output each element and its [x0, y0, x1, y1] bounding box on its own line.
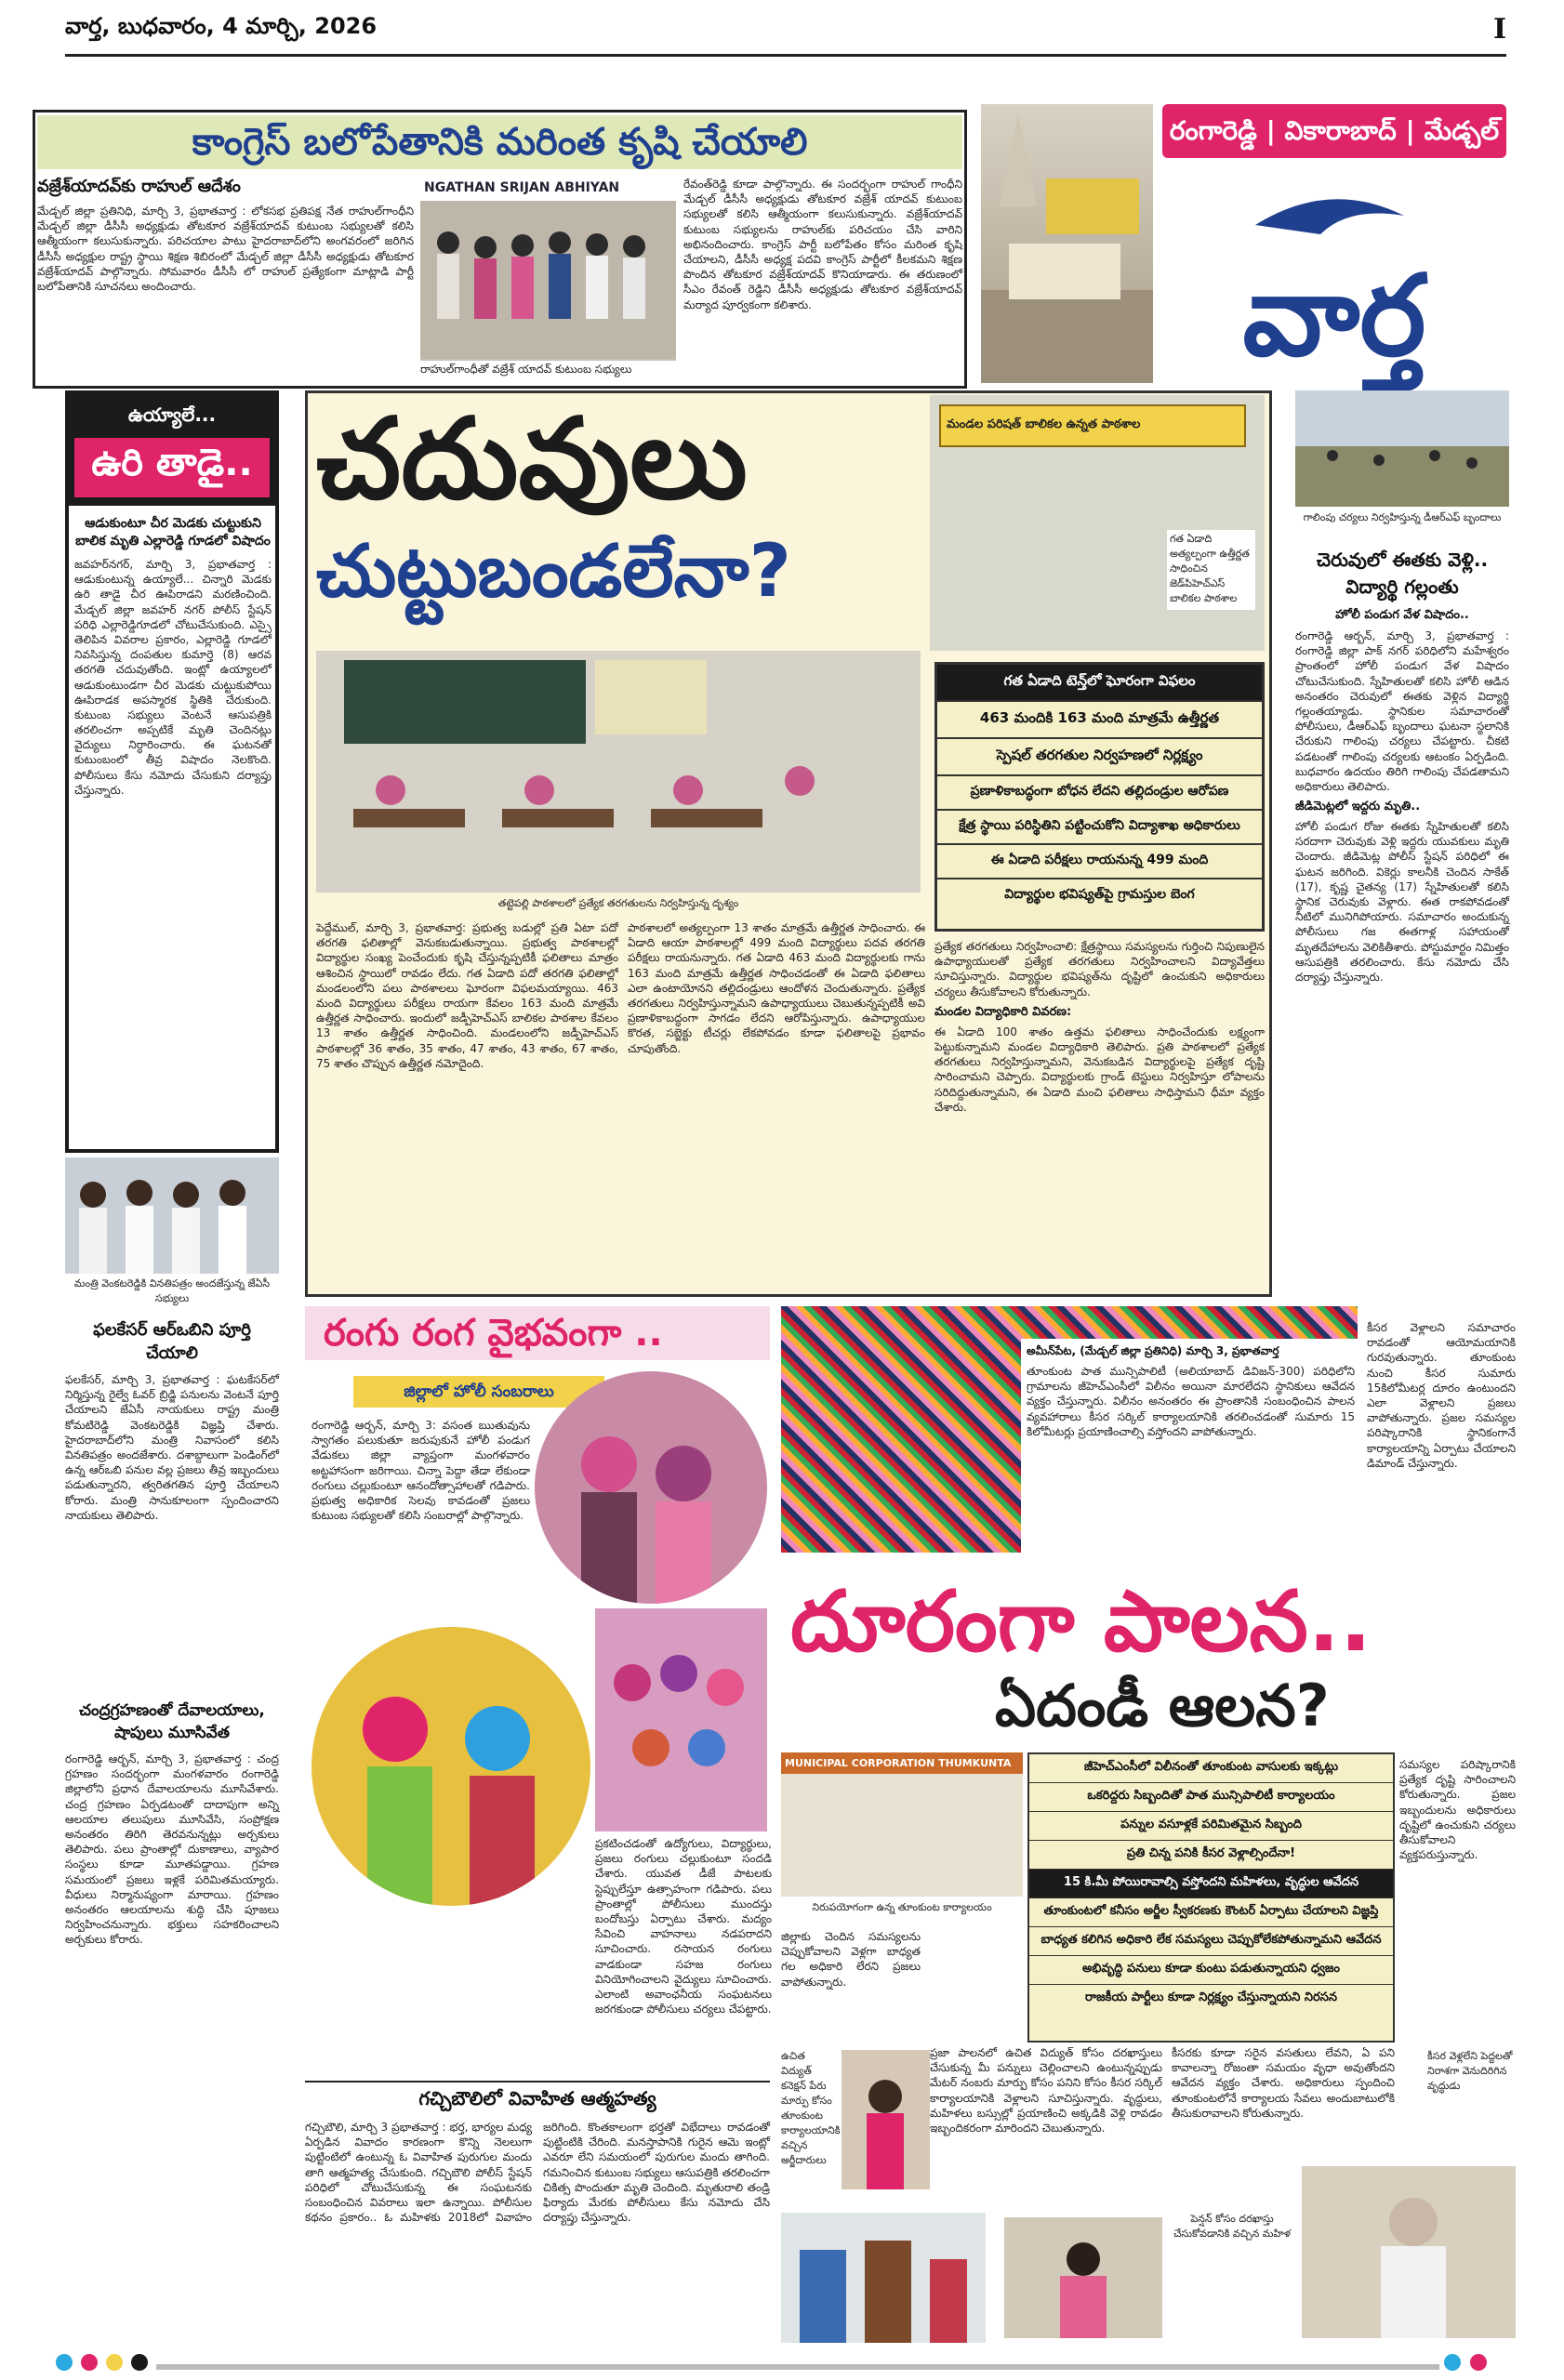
distance-body-right: కీసరకు కూడా సరైన వసతులు లేవని, ఏ పని కావాలన్నా రోజంతా సమయం వృధా అవుతోందని ఆవేదన వ్యక్తం చేశారు. అధికారులు స్పందించి తూంకుంటలోనే కార్యాలయ సేవలు అందుబాటులోకి తీసుకురావాలని కోరుతున్నారు. [1172, 2046, 1395, 2120]
right-story-subhead-2: జీడిమెట్లలో ఇద్దరు మృతి.. [1295, 800, 1421, 814]
distance-headline-2: ఏదండీ ఆలన? [995, 1672, 1330, 1739]
left-story2 [65, 1320, 279, 1523]
distance-facts-box [1027, 1752, 1395, 2043]
left-story2-body: ఫలకేసర్, మార్చి 3, ప్రభాతవార్త : ఘటకేసర్‌లో నిర్మిస్తున్న రైల్వే ఓవర్ బ్రిడ్జి పనులను వెంటనే పూర్తి చేయాలని జేఏసీ నాయకులు రాష్ట్ర మంత్రి కోమటిరెడ్డి వెంకటరెడ్డికి విజ్ఞప్తి చేశారు. హైదరాబాద్‌లోని మంత్రి నివాసంలో కలిసి వినతిపత్రం అందజేశారు. దశాబ్దాలుగా పెండింగ్‌లో ఉన్న ఆర్‌ఒబి పనుల వల్ల ప్రజలు తీవ్ర ఇబ్బందులు పడుతున్నారని, త్వరితగతిన పూర్తి చేయాలని కోరారు. మంత్రి సానుకూలంగా స్పందించారని నాయకులు తెలిపారు. [65, 1373, 279, 1522]
right-story-headline: చెరువులో ఈతకు వెళ్లి.. విద్యార్థి గల్లంతు [1316, 549, 1489, 598]
fact-item: 15 కి.మీ పోయిరావాల్సి వస్తోందని మహిళలు, వృద్ధుల ఆవేదన [1029, 1870, 1393, 1898]
gachibowli-body: గచ్చిబౌలి, మార్చి 3 ప్రభాతవార్త : భర్త, భార్యల మధ్య ఏర్పడిన వివాదం కారణంగా కొన్ని నెలలుగా పుట్టింటిలో ఉంటున్న ఓ వివాహిత పురుగుల మందు తాగి ఆత్మహత్య చేసుకుంది. గచ్చిబౌలి పోలీస్ స్టేషన్ పరిధిలో చోటుచేసుకున్న ఈ సంఘటనకు సంబంధించిన వివరాలు ఇలా ఉన్నాయి. పోలీసుల కథనం ప్రకారం.. ఓ మహిళకు 2018లో వివాహం జరిగింది. కొంతకాలంగా భర్తతో విభేదాలు రావడంతో పుట్టింటికి చేరింది. మనస్తాపానికి గురైన ఆమె ఇంట్లో ఎవరూ లేని సమయంలో పురుగుల మందు తాగింది. గమనించిన కుటుంబ సభ్యులు ఆసుపత్రికి తరలించగా చికిత్స పొందుతూ మృతి చెందింది. మృతురాలి తండ్రి ఫిర్యాదు మేరకు పోలీసులు కేసు నమోదు చేసి దర్యాప్తు చేస్తున్నారు. [305, 2121, 770, 2225]
distance-top-text [1021, 1339, 1360, 1557]
woman-applicant-illustration [1004, 2217, 1162, 2338]
feature-body-4: ఈ ఏడాది 100 శాతం ఉత్తమ ఫలితాలు సాధించేందుకు లక్ష్యంగా పెట్టుకున్నామని మండల విద్యాధికారి తెలిపారు. ప్రతి పాఠశాలలో ప్రత్యేక తరగతులు నిర్వహిస్తున్నామని, వెనుకబడిన విద్యార్థులపై ప్రత్యేక దృష్టి సారించామని చెప్పారు. విద్యార్థులకు గ్రాండ్ టెస్టులు నిర్వహిస్తూ లోపాలను సరిదిద్దుతున్నామని, ఈ ఏడాది మంచి ఫలితాలు సాధిస్తామని ధీమా వ్యక్తం చేశారు. [934, 1025, 1265, 1114]
minister-photo [65, 1157, 279, 1274]
holi-subhead: జిల్లాలో హోలీ సంబరాలు [404, 1382, 554, 1401]
left-story-body: జవహర్‌నగర్, మార్చి 3, ప్రభాతవార్త : ఆడుకుంటున్న ఉయ్యాలే... చిన్నారి మెడకు ఉరి తాడై చీర ఊపిరాడని మరణించింది. మేడ్చల్ జిల్లా జవహర్ నగర్ పోలీస్ స్టేషన్ పరిధి ఎల్లారెడ్డిగూడలో చోటుచేసుకుంది. ఎస్సై తెలిపిన వివరాల ప్రకారం, ఎల్లారెడ్డి గూడలో నివసిస్తున్న దంపతుల కుమార్తె (8) ఆరవ తరగతి చదువుతోంది. ఇంట్లో ఉయ్యాలలో ఆడుకుంటుండగా చీర మెడకు చుట్టుకుపోయి ఊపిరాడక అపస్మారక స్థితికి చేరుకుంది. కుటుంబ సభ్యులు వెంటనే ఆసుపత్రికి తరలించగా అప్పటికే మృతి చెందినట్లు వైద్యులు నిర్ధారించారు. ఈ ఘటనతో కుటుంబంలో తీవ్ర విషాదం నెలకొంది. పోలీసులు కేసు నమోదు చేసుకుని దర్యాప్తు చేస్తున్నారు. [74, 558, 272, 797]
page-number: I [1492, 13, 1506, 46]
fact-item: 463 మందికి 163 మంది మాత్రమే ఉత్తీర్ణత [937, 702, 1262, 739]
region-label: రంగారెడ్డి | వికారాబాద్ | మేడ్చల్ [1169, 115, 1500, 146]
fact-item: ఈ ఏడాది పరీక్షలు రాయనున్న 499 మంది [937, 845, 1262, 879]
office-queue-illustration [781, 2213, 986, 2343]
feature-body-2: పాఠశాలలో అత్యల్పంగా 13 శాతం మాత్రమే ఉత్తీర్ణత సాధించారు. ఈ ఏడాది ఆయా పాఠశాలల్లో 499 మంది విద్యార్థులు పదవ తరగతి పరీక్షలు రాయనున్నారు. గత ఏడాది 463 మంది విద్యార్థులకు గాను 163 మంది మాత్రమే ఉత్తీర్ణత సాధించడంతో ఈ ఏడాది ఫలితాలు ఎలా ఉంటాయోనని తల్లిదండ్రులు ఆందోళన చెందుతున్నారు. ప్రత్యేక తరగతులు నిర్వహిస్తున్నామని ఉపాధ్యాయులు చెబుతున్నప్పటికీ అవి ప్రణాళికాబద్ధంగా సాగడం లేదని ఆరోపిస్తున్నారు. ఉపాధ్యాయుల కొరత, సబ్జెక్టు టీచర్లు లేకపోవడం కూడా ఫలితాలపై ప్రభావం చూపుతోంది. [628, 921, 925, 1055]
classroom-illustration [316, 651, 921, 892]
fact-item: జీహెచ్‌ఎంసీలో విలీనంతో తూంకుంట వాసులకు ఇక్కట్లు [1029, 1754, 1393, 1783]
right-story-body: రంగారెడ్డి ఆర్బన్, మార్చి 3, ప్రభాతవార్త : రంగారెడ్డి జిల్లా పాక్ నగర్ పరిధిలోని మహేశ్వరం ప్రాంతంలో హోలీ పండుగ వేళ విషాదం చోటుచేసుకుంది. స్నేహితులతో కలిసి హోలీ ఆడిన అనంతరం చెరువులో ఈతకు వెళ్లిన విద్యార్థి గల్లంతయ్యాడు. స్థానికుల సమాచారంతో పోలీసులు, డీఆర్‌ఎఫ్ బృందాలు ఘటనా స్థలానికి చేరుకుని గాలింపు చర్యలు చేపట్టారు. చీకటి పడటంతో గాలింపు చర్యలకు ఆటంకం ఏర్పడింది. బుధవారం ఉదయం తిరిగి గాలింపు చేపడతామని అధికారులు తెలిపారు. [1295, 629, 1509, 793]
fact-item: స్పెషల్ తరగతుల నిర్వహణలో నిర్లక్ష్యం [937, 739, 1262, 776]
distance-headline-1: దూరంగా పాలన.. [790, 1573, 1372, 1671]
holi-body-2: ప్రకటించడంతో ఉద్యోగులు, విద్యార్థులు, ప్రజలు రంగులు చల్లుకుంటూ సందడి చేశారు. యువత డీజే పాటలకు స్టెప్పులేస్తూ ఉత్సాహంగా గడిపారు. పలు ప్రాంతాల్లో పోలీసులు ముందస్తు బందోబస్తు ఏర్పాటు చేశారు. మద్యం సేవించి వాహనాలు నడపరాదని సూచించారు. రసాయన రంగులు వాడకుండా సహజ రంగులు వినియోగించాలని వైద్యులు సూచించారు. ఎలాంటి అవాంఛనీయ సంఘటనలు జరగకుండా పోలీసులు చర్యలు చేపట్టారు. [595, 1837, 772, 2016]
feature-body-right [934, 939, 1265, 1292]
search-photo-caption: గాలింపు చర్యలు నిర్వహిస్తున్న డీఆర్‌ఎఫ్ బృందాలు [1303, 511, 1502, 523]
magenta-swatch-right [1470, 2354, 1487, 2371]
elderly-man-illustration [1302, 2166, 1516, 2338]
feature-headline-2: చుట్టుబండలేనా? [316, 530, 791, 614]
top-story-subhead: వజ్రేశ్‌యాదవ్‌కు రాహుల్ ఆదేశం [37, 177, 241, 196]
region-banner [1162, 104, 1506, 158]
footer-rule [156, 2364, 1439, 2370]
left-story-text [74, 516, 272, 1148]
distance-body-top-2: కీసర వెళ్లాలని సమాచారం రావడంతో ఆయోమయానికి గురవుతున్నారు. తూంకుంట నుంచి కీసర సుమారు 15కిలోమీటర్ల దూరం ఉంటుందని ఎలా వెళ్లాలని ప్రజలు వాపోతున్నారు. ప్రజల సమస్యల పరిష్కారానికి స్థానికంగానే కార్యాలయాన్ని ఏర్పాటు చేయాలని డిమాండ్ చేస్తున్నారు. [1367, 1321, 1516, 1470]
fact-item: క్షేత్ర స్థాయి పరిస్థితిని పట్టించుకోని విద్యాశాఖ అధికారులు [937, 811, 1262, 845]
top-story-body: మేడ్చల్ జిల్లా ప్రతినిధి, మార్చి 3, ప్రభాతవార్త : లోకసభ ప్రతిపక్ష నేత రాహుల్‌గాంధీని మేడ్చల్ జిల్లా డీసీసీ అధ్యక్షుడు తోటకూర వజ్రేశ్‌యాదవ్ కుటుంబ సభ్యులతో కలిసి ఆత్మీయంగా కలుసుకున్నారు. పరిచయాల పాటు హైదరాబాద్‌లోని అంగవరంలో జరిగిన డీసీసీ అధ్యక్షుల రాష్ట్ర స్థాయి శిక్షణ శిబిరంలో మేడ్చల్ జిల్లా డీసీసీ అధ్యక్షుడు తోటకూర వజ్రేశ్‌యాదవ్ పాల్గొన్నారు. సోమవారం డీసీసీ లో రాహుల్ ప్రత్యేకంగా మాట్లాడి పార్టీ బలోపేతానికి సూచనలు అందించారు. [37, 205, 414, 293]
people-group-illustration [65, 1157, 279, 1274]
top-story-body2: రేవంత్‌రెడ్డి కూడా పాల్గొన్నారు. ఈ సందర్భంగా రాహుల్ గాంధీని మేడ్చల్ డీసీసీ అధ్యక్షుడు తోటకూర వజ్రేశ్ యాదవ్ కుటుంబ సభ్యులతో కలిసి ఆత్మీయంగా కలుసుకున్నారు. వజ్రేశ్‌యాదవ్ కుటుంబ సభ్యులను రాహుల్‌కు పరిచయం చేసి వారిని అభినందించారు. కాంగ్రెస్ పార్టీ బలోపేతం కోసం మరింత కృషి చేయాలని, డీసీసీ అధ్యక్ష పదవి కాంగ్రెస్ పార్టీలో కీలకమని శిక్షణ పొందిన తోటకూర వజ్రేశ్‌యాదవ్ కొనియాడారు. ఈ తరుణంలో సీఎం రేవంత్ రెడ్డిని డీసీసీ అధ్యక్షుడు తోటకూర వజ్రేశ్‌యాదవ్ మర్యాద పూర్వకంగా కలిశారు. [683, 178, 962, 311]
inset-photo-3 [1004, 2217, 1162, 2338]
print-color-bar [56, 2354, 1516, 2373]
left-story-subhead: ఆడుకుంటూ చీర మెడకు చుట్టుకుని బాలిక మృతి ఎల్లారెడ్డి గూడలో విషాదం [75, 516, 271, 549]
holi-photo-2 [311, 1627, 590, 1906]
school-sign: మండల పరిషత్ బాలికల ఉన్నత పాఠశాల [939, 404, 1246, 447]
fact-item: రాజకీయ పార్టీలు కూడా నిర్లక్ష్యం చేస్తున్నాయని నిరసన [1084, 1990, 1338, 2004]
distance-body-mid: ప్రజా పాలనలో ఉచిత విద్యుత్ కోసం దరఖాస్తులు చేసుకున్న మీ పన్నులు చెల్లించాలని ఉంటున్నప్పుడు మేటర్ నంబరు మార్పు కోసం పనిని కోసం కీసర సర్కిల్ కార్యాలయానికి వెళ్లాలని సూచిస్తున్నారు. వృద్ధులు, మహిళలు బస్సుల్లో ప్రయాణించి అక్కడికి వెళ్లి రావడం ఇబ్బందికరంగా మారిందని చెబుతున్నారు. [930, 2046, 1162, 2135]
logo-block [1162, 169, 1506, 381]
masthead-logo: వార్త [1242, 252, 1426, 381]
right-story-subhead: హోలీ పండుగ వేళ విషాదం.. [1335, 608, 1469, 622]
cyan-swatch-right [1444, 2354, 1461, 2371]
top-story-photo [420, 175, 676, 361]
distance-dateline: అమీన్‌పేట, (మేడ్చల్ జిల్లా ప్రతినిధి) మార్చి 3, ప్రభాతవార్త [1027, 1344, 1279, 1357]
inset-caption-1: ఉచిత విద్యుత్ కనెక్షన్ పేరు మార్పు కోసం తూంకుంట కార్యాలయానికి వచ్చిన అర్జీదారులు [781, 2050, 841, 2166]
minister-photo-caption: మంత్రి వెంకటరెడ్డికి వినతిపత్రం అందజేస్తున్న జేఏసీ సభ్యులు [73, 1277, 271, 1304]
fact-item: బాధ్యత కలిగిన అధికారి లేక సమస్యలు చెప్పుకోలేకపోతున్నామని ఆవేదన [1029, 1927, 1393, 1956]
fact-item: ఒకరిద్దరు సిబ్బందితో పాత మున్సిపాలిటీ కార్యాలయం [1029, 1783, 1393, 1812]
group-people-illustration [420, 201, 676, 359]
top-story-headline-band [37, 115, 962, 169]
page-header [65, 13, 1506, 50]
gachibowli-rule [305, 2081, 770, 2082]
holi-body: రంగారెడ్డి ఆర్బన్, మార్చి 3: వసంత ఋతువును స్వాగతం పలుకుతూ జరుపుకునే హోలీ పండుగ వేడుకలు జిల్లా వ్యాప్తంగా మంగళవారం అట్టహాసంగా జరిగాయి. చిన్నా పెద్దా తేడా లేకుండా రంగులు చల్లుకుంటూ ఆనందోత్సాహాలతో గడిపారు. ప్రభుత్వ అధికారిక సెలవు కావడంతో ప్రజలు కుటుంబ సభ్యులతో కలిసి సంబరాల్లో పాల్గొన్నారు. [311, 1419, 530, 1523]
office-building-illustration [781, 1752, 1023, 1897]
holi-kids-illustration [311, 1627, 590, 1906]
feature-headline-1: చదువులు [316, 395, 748, 524]
magenta-swatch [81, 2354, 98, 2371]
holi-headline: రంగు రంగ వైభవంగా .. [324, 1312, 663, 1355]
left-story3-body: రంగారెడ్డి ఆర్బన్, మార్చి 3, ప్రభాతవార్త : చంద్ర గ్రహణం సందర్భంగా మంగళవారం రంగారెడ్డి జిల్లాలోని ప్రధాన దేవాలయాలను మూసివేశారు. చంద్ర గ్రహణం ఏర్పడటంతో దాదాపుగా అన్ని ఆలయాల తలుపులు మూసివేసి, సంప్రోక్షణ అనంతరం తిరిగి తెరవనున్నట్లు అర్చకులు తెలిపారు. పలు ప్రాంతాల్లో దుకాణాలు, వ్యాపార సంస్థలు కూడా మూతపడ్డాయి. గ్రహణ సమయంలో ప్రజలు ఇళ్లకే పరిమితమయ్యారు. వీధులు నిర్మానుష్యంగా మారాయి. గ్రహణం అనంతరం ఆలయాలను శుద్ధి చేసి పూజలు నిర్వహించనున్నారు. భక్తులు సహకరించాలని అర్చకులు కోరారు. [65, 1752, 279, 1947]
feature-headline-block [316, 395, 930, 637]
distance-headline-block [781, 1571, 1516, 1748]
search-photo [1295, 390, 1509, 507]
holi-headline-band [305, 1306, 770, 1360]
top-story-text [37, 177, 414, 383]
bird-logo-icon [1162, 169, 1506, 253]
lake-search-illustration [1295, 390, 1509, 507]
applicants-illustration [842, 2050, 930, 2189]
left-story3-headline: చంద్రగ్రహణంతో దేవాలయాలు, షాపులు మూసివేత [79, 1701, 265, 1742]
left-story2-headline: ఫలకేసర్ ఆర్‌ఒబిని పూర్తి చేయాలి [93, 1320, 251, 1363]
feature-body-1: పెద్దేముల్, మార్చి 3, ప్రభాతవార్త: ప్రభుత్వ బడుల్లో ప్రతి ఏటా పదో తరగతి ఫలితాల్లో వెనుకబడుతున్నాయి. ప్రభుత్వ పాఠశాలల్లో విద్యార్థుల సంఖ్య పెంచేందుకు కృషి చేస్తున్నప్పటికీ ఫలితాలు మాత్రం ఆశించిన స్థాయిలో రావడం లేదు. గత ఏడాది పదో తరగతి ఫలితాల్లో మండలంలోని పలు పాఠశాలలు ఘోరంగా విఫలమయ్యాయి. 463 మంది విద్యార్థులు పరీక్షలు రాయగా కేవలం 163 మంది మాత్రమే ఉత్తీర్ణత సాధించారు. ఇందులో జడ్పీహెచ్‌ఎస్ బాలికల పాఠశాల కేవలం 13 శాతం ఉత్తీర్ణత సాధించింది. మండలంలోని జడ్పీహెచ్‌ఎస్ పాఠశాలల్లో 36 శాతం, 35 శాతం, 47 శాతం, 43 శాతం, 67 శాతం, 75 శాతం చొప్పున ఉత్తీర్ణత నమోదైంది. [316, 921, 618, 1070]
fact-item: అభివృద్ధి పనులు కూడా కుంటు పడుతున్నాయని ధ్వజం [1029, 1956, 1393, 1985]
fact-item: ప్రతి చిన్న పనికి కీసర వెళ్లాల్సిందేనా! [1029, 1841, 1393, 1870]
gachibowli-headline: గచ్చిబౌలిలో వివాహిత ఆత్మహత్య [418, 2087, 656, 2109]
right-story [1295, 549, 1509, 985]
holi-photo-1 [535, 1371, 767, 1604]
distance-body-top: తూంకుంట పాత మున్సిపాలిటీ (అలియాబాద్ డివిజన్-300) పరిధిలోని గ్రామాలను జీహెచ్‌ఎంసీలో విలీనం అయినా మారలేదని స్థానికులు ఆవేదన వ్యక్తం చేస్తున్నారు. విలీనం అనంతరం ఈ ప్రాంతానికి సంబంధించిన పాలన వ్యవహారాలు కీసర సర్కిల్ కార్యాలయానికి తరలించడంతో సుమారు 15 కిలోమీటర్లు ప్రయాణించాల్సి వస్తోందని వాపోతున్నారు. [1027, 1365, 1355, 1438]
inset-photo-4 [1302, 2166, 1516, 2338]
inset-caption-2: పెన్షన్ కోసం దరఖాస్తు చేసుకోవడానికి వచ్చిన మహిళ [1173, 2213, 1291, 2240]
temple-photo [981, 104, 1153, 383]
right-story-body-2: హోలీ పండుగ రోజు ఈతకు స్నేహితులతో కలిసి సరదాగా చెరువుకు వెళ్లి ఇద్దరు యువకులు మృతి చెందారు. జీడిమెట్ల పోలీస్ స్టేషన్ పరిధిలో ఈ ఘటన జరిగింది. వికెర్లు కాలనీకి చెందిన సాకేత్ (17), కృష్ణ చైతన్య (17) స్నేహితులతో కలిసి స్థానిక చెరువుకు వెళ్లారు. ఈత రాకపోవడంతో నీటిలో మునిగిపోయారు. సమాచారం అందుకున్న పోలీసులు గజ ఈతగాళ్ల సహాయంతో మృతదేహాలను వెలికితీశారు. పోస్టుమార్టం నిమిత్తం ఆసుపత్రికి తరలించారు. కేసు నమోదు చేసి దర్యాప్తు చేస్తున్నారు. [1295, 820, 1509, 984]
holi-subhead-band [353, 1376, 604, 1408]
classroom-photo [316, 651, 921, 892]
left-story3 [65, 1701, 279, 1947]
fact-item: గత ఏడాది టెన్త్‌లో ఘోరంగా విఫలం [937, 665, 1262, 702]
date-line: వార్త, బుధవారం, 4 మార్చి, 2026 [65, 13, 378, 39]
left-story-headline: ఉరి తాడై.. [74, 438, 270, 497]
feature-body-3-subhead: మండల విద్యాధికారి వివరణ: [934, 1004, 1072, 1019]
distance-body-left: జిల్లాకు చెందిన సమస్యలను చెప్పుకోవాలని వెళ్లగా బాధ్యత గల అధికారి లేరని ప్రజలు వాపోతున్నారు. [781, 1930, 921, 1989]
fact-item: ప్రణాళికాబద్ధంగా బోధన లేదని తల్లిదండ్రుల ఆరోపణ [937, 776, 1262, 811]
temple-illustration [981, 104, 1153, 383]
distance-body-far-right: సమస్యల పరిష్కారానికి ప్రత్యేక దృష్టి సారించాలని కోరుతున్నారు. ప్రజల ఇబ్బందులను అధికారులు దృష్టిలో ఉంచుకుని చర్యలు తీసుకోవాలని వ్యక్తపరుస్తున్నారు. [1399, 1758, 1516, 1862]
feature-facts-box [934, 662, 1265, 932]
left-story-kicker: ఉయ్యాలే... [127, 403, 217, 426]
holi-photo-3 [595, 1608, 767, 1831]
fact-item: విద్యార్థుల భవిష్యత్‌పై గ్రామస్తుల బెంగ [1004, 887, 1195, 902]
black-swatch [131, 2354, 148, 2371]
header-rule [65, 54, 1506, 57]
left-story-headline-band [69, 394, 275, 506]
holi-girls-illustration [535, 1371, 767, 1604]
classroom-photo-caption: తట్టెపల్లి పాఠశాలలో ప్రత్యేక తరగతులను నిర్వహిస్తున్న దృశ్యం [497, 897, 739, 909]
office-sign: MUNICIPAL CORPORATION THUMKUNTA [781, 1752, 1023, 1774]
top-story-photo-caption: రాహుల్‌గాంధీతో వజ్రేశ్ యాదవ్ కుటుంబ సభ్యులు [420, 363, 632, 376]
yellow-swatch [106, 2354, 123, 2371]
inset-caption-3: కీసర వెళ్లలేని పెద్దలతో నిరాశగా వెనుదిరిగిన వృద్ధుడు [1427, 2050, 1516, 2095]
photo-banner: NGATHAN SRIJAN ABHIYAN [420, 175, 676, 201]
top-story-headline: కాంగ్రెస్ బలోపేతానికి మరింత కృషి చేయాలి [192, 121, 808, 164]
cyan-swatch [56, 2354, 73, 2371]
masthead [981, 104, 1506, 383]
fact-item: తూంకుంటలో కనీసం అర్జీల స్వీకరణకు కౌంటర్ ఏర్పాటు చేయాలని విజ్ఞప్తి [1029, 1898, 1393, 1927]
feature-body-3: ప్రత్యేక తరగతులు నిర్వహించాలి: క్షేత్రస్థాయి సమస్యలను గుర్తించి నిపుణులైన ఉపాధ్యాయులతో ప్రత్యేక తరగతులు నిర్వహించాలని విద్యావేత్తలు సూచిస్తున్నారు. విద్యార్థుల భవిష్యత్‌ను దృష్టిలో ఉంచుకుని అధికారులు చర్యలు తీసుకోవాలని కోరుతున్నారు. [934, 940, 1265, 998]
inset-photo-2 [781, 2213, 986, 2343]
office-photo-caption: నిరుపయోగంగా ఉన్న తూంకుంట కార్యాలయం [812, 1901, 992, 1913]
school-photo [930, 395, 1265, 651]
school-photo-caption: గత ఏడాది అత్యల్పంగా ఉత్తీర్ణత సాధించిన జెడ్‌పిహెచ్‌ఎస్ బాలికల పాఠశాల [1167, 530, 1255, 610]
holi-group-illustration [595, 1608, 767, 1831]
gachibowli-story [305, 2087, 770, 2225]
fact-item: పన్నుల వసూళ్లకే పరిమితమైన సిబ్బంది [1029, 1812, 1393, 1841]
office-photo [781, 1752, 1023, 1897]
inset-photo-1 [842, 2050, 930, 2189]
